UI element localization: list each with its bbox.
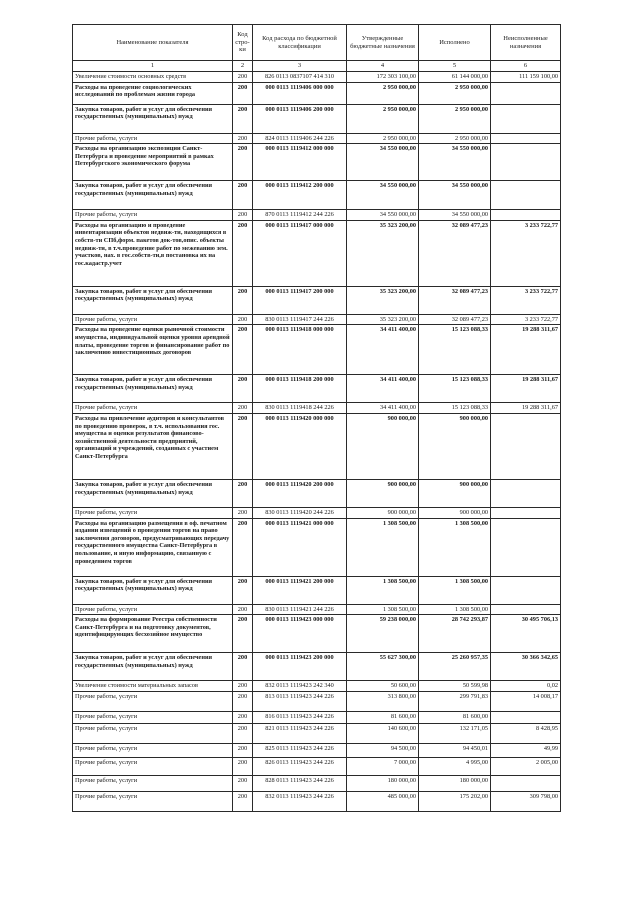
row-approved: 35 323 200,00 [347,220,419,286]
row-executed: 94 450,01 [419,743,491,757]
row-budget-code: 000 0113 1119417 200 000 [253,286,347,314]
row-approved: 34 411 400,00 [347,375,419,403]
row-executed: 1 308 500,00 [419,604,491,615]
column-number: 5 [419,61,491,72]
row-executed: 34 550 000,00 [419,144,491,181]
table-row [73,507,561,518]
row-unexecuted [491,413,561,479]
row-executed: 34 550 000,00 [419,181,491,210]
row-executed: 1 308 500,00 [419,576,491,604]
row-name: Прочие работы, услуги [73,210,233,221]
table-row [73,82,561,104]
table-row [73,791,561,811]
row-budget-code: 824 0113 1119406 244 226 [253,133,347,144]
table-row [73,775,561,791]
row-budget-code: 830 0113 1119421 244 226 [253,604,347,615]
row-line-code: 200 [233,775,253,791]
row-name: Закупка товаров, работ и услуг для обеспечения государственных (муниципальных) нужд [73,479,233,507]
column-number: 3 [253,61,347,72]
row-name: Увеличение стоимости материальных запасов [73,681,233,692]
header-approved: Утвержденные бюджетные назначения [347,25,419,61]
row-approved: 34 550 000,00 [347,144,419,181]
table-row [73,144,561,181]
table-row [73,325,561,375]
row-name: Прочие работы, услуги [73,757,233,775]
row-unexecuted [491,210,561,221]
row-line-code: 200 [233,375,253,403]
row-name: Закупка товаров, работ и услуг для обеспечения государственных (муниципальных) нужд [73,576,233,604]
row-unexecuted [491,104,561,133]
table-row [73,72,561,83]
row-approved: 35 323 200,00 [347,314,419,325]
row-unexecuted: 3 233 722,77 [491,314,561,325]
row-budget-code: 813 0113 1119423 244 226 [253,691,347,711]
row-budget-code: 826 0113 1119423 244 226 [253,757,347,775]
row-name: Расходы на организацию размещения в оф. печатном издании извещений о проведении торгов на право заключения договоров, предусматривающих передачу государственного имущества Санкт-Петербурга в пользование, и иную информацию, связанную с проведением торгов [73,518,233,576]
row-executed: 4 995,00 [419,757,491,775]
row-budget-code: 000 0113 1119420 200 000 [253,479,347,507]
row-line-code: 200 [233,691,253,711]
row-name: Расходы на организацию и проведение инвентаризации объектов недвиж-ти, находящихся в собств-ти СПб,форм. пакетов док-тов,опис. объекты недвиж-ти, в т.ч.проведение работ по межеванию зем. участков, нах. в гос.собств-ти,в постановка их на гос.кадастр.учет [73,220,233,286]
row-name: Расходы на формирование Реестра собственности Санкт-Петербурга и на подготовку документов, идентифицирующих бесхозяйное имущество [73,615,233,653]
row-name: Закупка товаров, работ и услуг для обеспечения государственных (муниципальных) нужд [73,104,233,133]
row-executed: 15 123 088,33 [419,325,491,375]
table-row [73,403,561,414]
column-number: 1 [73,61,233,72]
row-approved: 55 627 300,00 [347,653,419,681]
header-line-code: Код стро-ки [233,25,253,61]
table-row [73,518,561,576]
row-executed: 61 144 000,00 [419,72,491,83]
expenses-table [72,24,561,812]
row-executed: 132 171,05 [419,723,491,743]
row-budget-code: 000 0113 1119418 000 000 [253,325,347,375]
table-row [73,133,561,144]
row-line-code: 200 [233,133,253,144]
row-name: Прочие работы, услуги [73,775,233,791]
row-line-code: 200 [233,615,253,653]
row-budget-code: 000 0113 1119406 200 000 [253,104,347,133]
header-executed: Исполнено [419,25,491,61]
row-budget-code: 000 0113 1119420 000 000 [253,413,347,479]
row-line-code: 200 [233,743,253,757]
row-approved: 485 000,00 [347,791,419,811]
row-budget-code: 000 0113 1119406 000 000 [253,82,347,104]
row-executed: 900 000,00 [419,413,491,479]
table-row [73,615,561,653]
row-executed: 900 000,00 [419,507,491,518]
row-budget-code: 830 0113 1119418 244 226 [253,403,347,414]
row-line-code: 200 [233,681,253,692]
row-unexecuted [491,507,561,518]
row-budget-code: 821 0113 1119423 244 226 [253,723,347,743]
row-unexecuted [491,82,561,104]
row-executed: 32 089 477,23 [419,286,491,314]
row-executed: 32 089 477,23 [419,314,491,325]
row-executed: 15 123 088,33 [419,403,491,414]
row-approved: 81 600,00 [347,711,419,723]
row-line-code: 200 [233,791,253,811]
row-approved: 94 500,00 [347,743,419,757]
table-body [73,72,561,812]
row-line-code: 200 [233,518,253,576]
row-name: Прочие работы, услуги [73,743,233,757]
row-approved: 7 000,00 [347,757,419,775]
row-approved: 2 950 000,00 [347,104,419,133]
report-sheet [72,24,560,812]
row-budget-code: 825 0113 1119423 244 226 [253,743,347,757]
table-row [73,210,561,221]
table-row [73,681,561,692]
row-approved: 34 550 000,00 [347,181,419,210]
row-unexecuted [491,133,561,144]
row-unexecuted: 309 798,00 [491,791,561,811]
row-name: Закупка товаров, работ и услуг для обеспечения государственных (муниципальных) нужд [73,375,233,403]
row-unexecuted: 19 288 311,67 [491,375,561,403]
row-budget-code: 000 0113 1119423 000 000 [253,615,347,653]
row-name: Закупка товаров, работ и услуг для обеспечения государственных (муниципальных) нужд [73,286,233,314]
row-executed: 900 000,00 [419,479,491,507]
table-row [73,743,561,757]
row-approved: 50 600,00 [347,681,419,692]
row-line-code: 200 [233,604,253,615]
row-executed: 1 308 500,00 [419,518,491,576]
table-row [73,757,561,775]
row-unexecuted: 8 428,95 [491,723,561,743]
table-row [73,723,561,743]
table-row [73,375,561,403]
row-executed: 34 550 000,00 [419,210,491,221]
table-row [73,576,561,604]
row-executed: 2 950 000,00 [419,104,491,133]
row-line-code: 200 [233,576,253,604]
row-unexecuted: 19 288 311,67 [491,403,561,414]
row-name: Прочие работы, услуги [73,723,233,743]
row-unexecuted [491,576,561,604]
row-approved: 900 000,00 [347,479,419,507]
row-unexecuted: 111 159 100,00 [491,72,561,83]
row-unexecuted: 49,99 [491,743,561,757]
row-approved: 59 238 000,00 [347,615,419,653]
row-line-code: 200 [233,653,253,681]
header-row [73,25,561,61]
row-line-code: 200 [233,82,253,104]
row-approved: 180 000,00 [347,775,419,791]
row-executed: 2 950 000,00 [419,82,491,104]
row-approved: 34 411 400,00 [347,325,419,375]
row-approved: 1 308 500,00 [347,604,419,615]
row-budget-code: 828 0113 1119423 244 226 [253,775,347,791]
header-unexecuted: Неисполненные назначения [491,25,561,61]
row-budget-code: 816 0113 1119423 244 226 [253,711,347,723]
row-name: Прочие работы, услуги [73,691,233,711]
table-row [73,711,561,723]
row-line-code: 200 [233,325,253,375]
row-approved: 1 308 500,00 [347,518,419,576]
table-row [73,479,561,507]
row-line-code: 200 [233,413,253,479]
row-unexecuted [491,181,561,210]
row-name: Расходы на организацию экспозиции Санкт-Петербурга и проведение мероприятий в рамках Петербургского экономического форума [73,144,233,181]
row-unexecuted [491,604,561,615]
row-executed: 81 600,00 [419,711,491,723]
row-budget-code: 000 0113 1119421 000 000 [253,518,347,576]
row-executed: 299 791,83 [419,691,491,711]
row-executed: 180 000,00 [419,775,491,791]
row-line-code: 200 [233,286,253,314]
table-row [73,104,561,133]
column-number: 2 [233,61,253,72]
row-unexecuted: 3 233 722,77 [491,220,561,286]
row-executed: 15 123 088,33 [419,375,491,403]
row-executed: 32 089 477,23 [419,220,491,286]
row-line-code: 200 [233,403,253,414]
row-unexecuted: 30 366 342,65 [491,653,561,681]
row-executed: 25 260 957,35 [419,653,491,681]
header-indicator-name: Наименование показателя [73,25,233,61]
row-name: Увеличение стоимости основных средств [73,72,233,83]
row-approved: 313 800,00 [347,691,419,711]
row-line-code: 200 [233,723,253,743]
row-name: Расходы на привлечение аудиторов и консультантов по проведению проверок, в т.ч. использования гос. имущества и оценки результатов финансово-хозяйственной деятельности предприятий, организаций и учреждений, созданных с участием Санкт-Петербурга [73,413,233,479]
row-name: Прочие работы, услуги [73,604,233,615]
row-approved: 2 950 000,00 [347,82,419,104]
row-line-code: 200 [233,507,253,518]
row-name: Закупка товаров, работ и услуг для обеспечения государственных (муниципальных) нужд [73,181,233,210]
row-executed: 2 950 000,00 [419,133,491,144]
row-name: Прочие работы, услуги [73,791,233,811]
table-row [73,413,561,479]
row-approved: 172 303 100,00 [347,72,419,83]
row-executed: 28 742 293,87 [419,615,491,653]
row-line-code: 200 [233,104,253,133]
row-name: Прочие работы, услуги [73,133,233,144]
row-name: Прочие работы, услуги [73,403,233,414]
row-budget-code: 000 0113 1119412 000 000 [253,144,347,181]
table-row [73,314,561,325]
table-row [73,181,561,210]
row-unexecuted [491,144,561,181]
row-line-code: 200 [233,220,253,286]
row-budget-code: 832 0113 1119423 244 226 [253,791,347,811]
table-row [73,286,561,314]
row-budget-code: 832 0113 1119423 242 340 [253,681,347,692]
row-executed: 50 599,98 [419,681,491,692]
row-approved: 900 000,00 [347,413,419,479]
row-budget-code: 830 0113 1119417 244 226 [253,314,347,325]
row-budget-code: 000 0113 1119412 200 000 [253,181,347,210]
table-row [73,653,561,681]
row-name: Закупка товаров, работ и услуг для обеспечения государственных (муниципальных) нужд [73,653,233,681]
row-unexecuted: 14 008,17 [491,691,561,711]
row-unexecuted: 2 005,00 [491,757,561,775]
row-approved: 1 308 500,00 [347,576,419,604]
row-line-code: 200 [233,144,253,181]
row-approved: 34 411 400,00 [347,403,419,414]
column-number: 4 [347,61,419,72]
row-name: Расходы на проведение оценки рыночной стоимости имущества, индивидуальной оценки уровня арендной платы, проведение торгов и финансирование работ по заключению инвестиционных договоров [73,325,233,375]
table-row [73,220,561,286]
row-unexecuted [491,775,561,791]
column-number-row [73,61,561,72]
row-budget-code: 000 0113 1119423 200 000 [253,653,347,681]
row-budget-code: 000 0113 1119417 000 000 [253,220,347,286]
row-line-code: 200 [233,479,253,507]
row-name: Прочие работы, услуги [73,314,233,325]
row-name: Прочие работы, услуги [73,711,233,723]
row-unexecuted [491,479,561,507]
row-line-code: 200 [233,210,253,221]
row-approved: 2 950 000,00 [347,133,419,144]
row-approved: 900 000,00 [347,507,419,518]
row-unexecuted [491,518,561,576]
row-approved: 35 323 200,00 [347,286,419,314]
row-line-code: 200 [233,711,253,723]
column-number: 6 [491,61,561,72]
row-budget-code: 830 0113 1119420 244 226 [253,507,347,518]
row-unexecuted: 19 288 311,67 [491,325,561,375]
header-budget-code: Код расхода по бюджетной классификации [253,25,347,61]
row-line-code: 200 [233,314,253,325]
row-name: Расходы на проведение социологических исследований по проблемам жизни города [73,82,233,104]
row-unexecuted [491,711,561,723]
row-budget-code: 870 0113 1119412 244 226 [253,210,347,221]
row-line-code: 200 [233,72,253,83]
row-budget-code: 000 0113 1119418 200 000 [253,375,347,403]
row-unexecuted: 3 233 722,77 [491,286,561,314]
table-row [73,604,561,615]
row-line-code: 200 [233,181,253,210]
row-name: Прочие работы, услуги [73,507,233,518]
row-budget-code: 000 0113 1119421 200 000 [253,576,347,604]
row-unexecuted: 0,02 [491,681,561,692]
row-line-code: 200 [233,757,253,775]
table-row [73,691,561,711]
row-executed: 175 202,00 [419,791,491,811]
row-budget-code: 826 0113 0837107 414 310 [253,72,347,83]
row-approved: 34 550 000,00 [347,210,419,221]
row-unexecuted: 30 495 706,13 [491,615,561,653]
row-approved: 140 600,00 [347,723,419,743]
